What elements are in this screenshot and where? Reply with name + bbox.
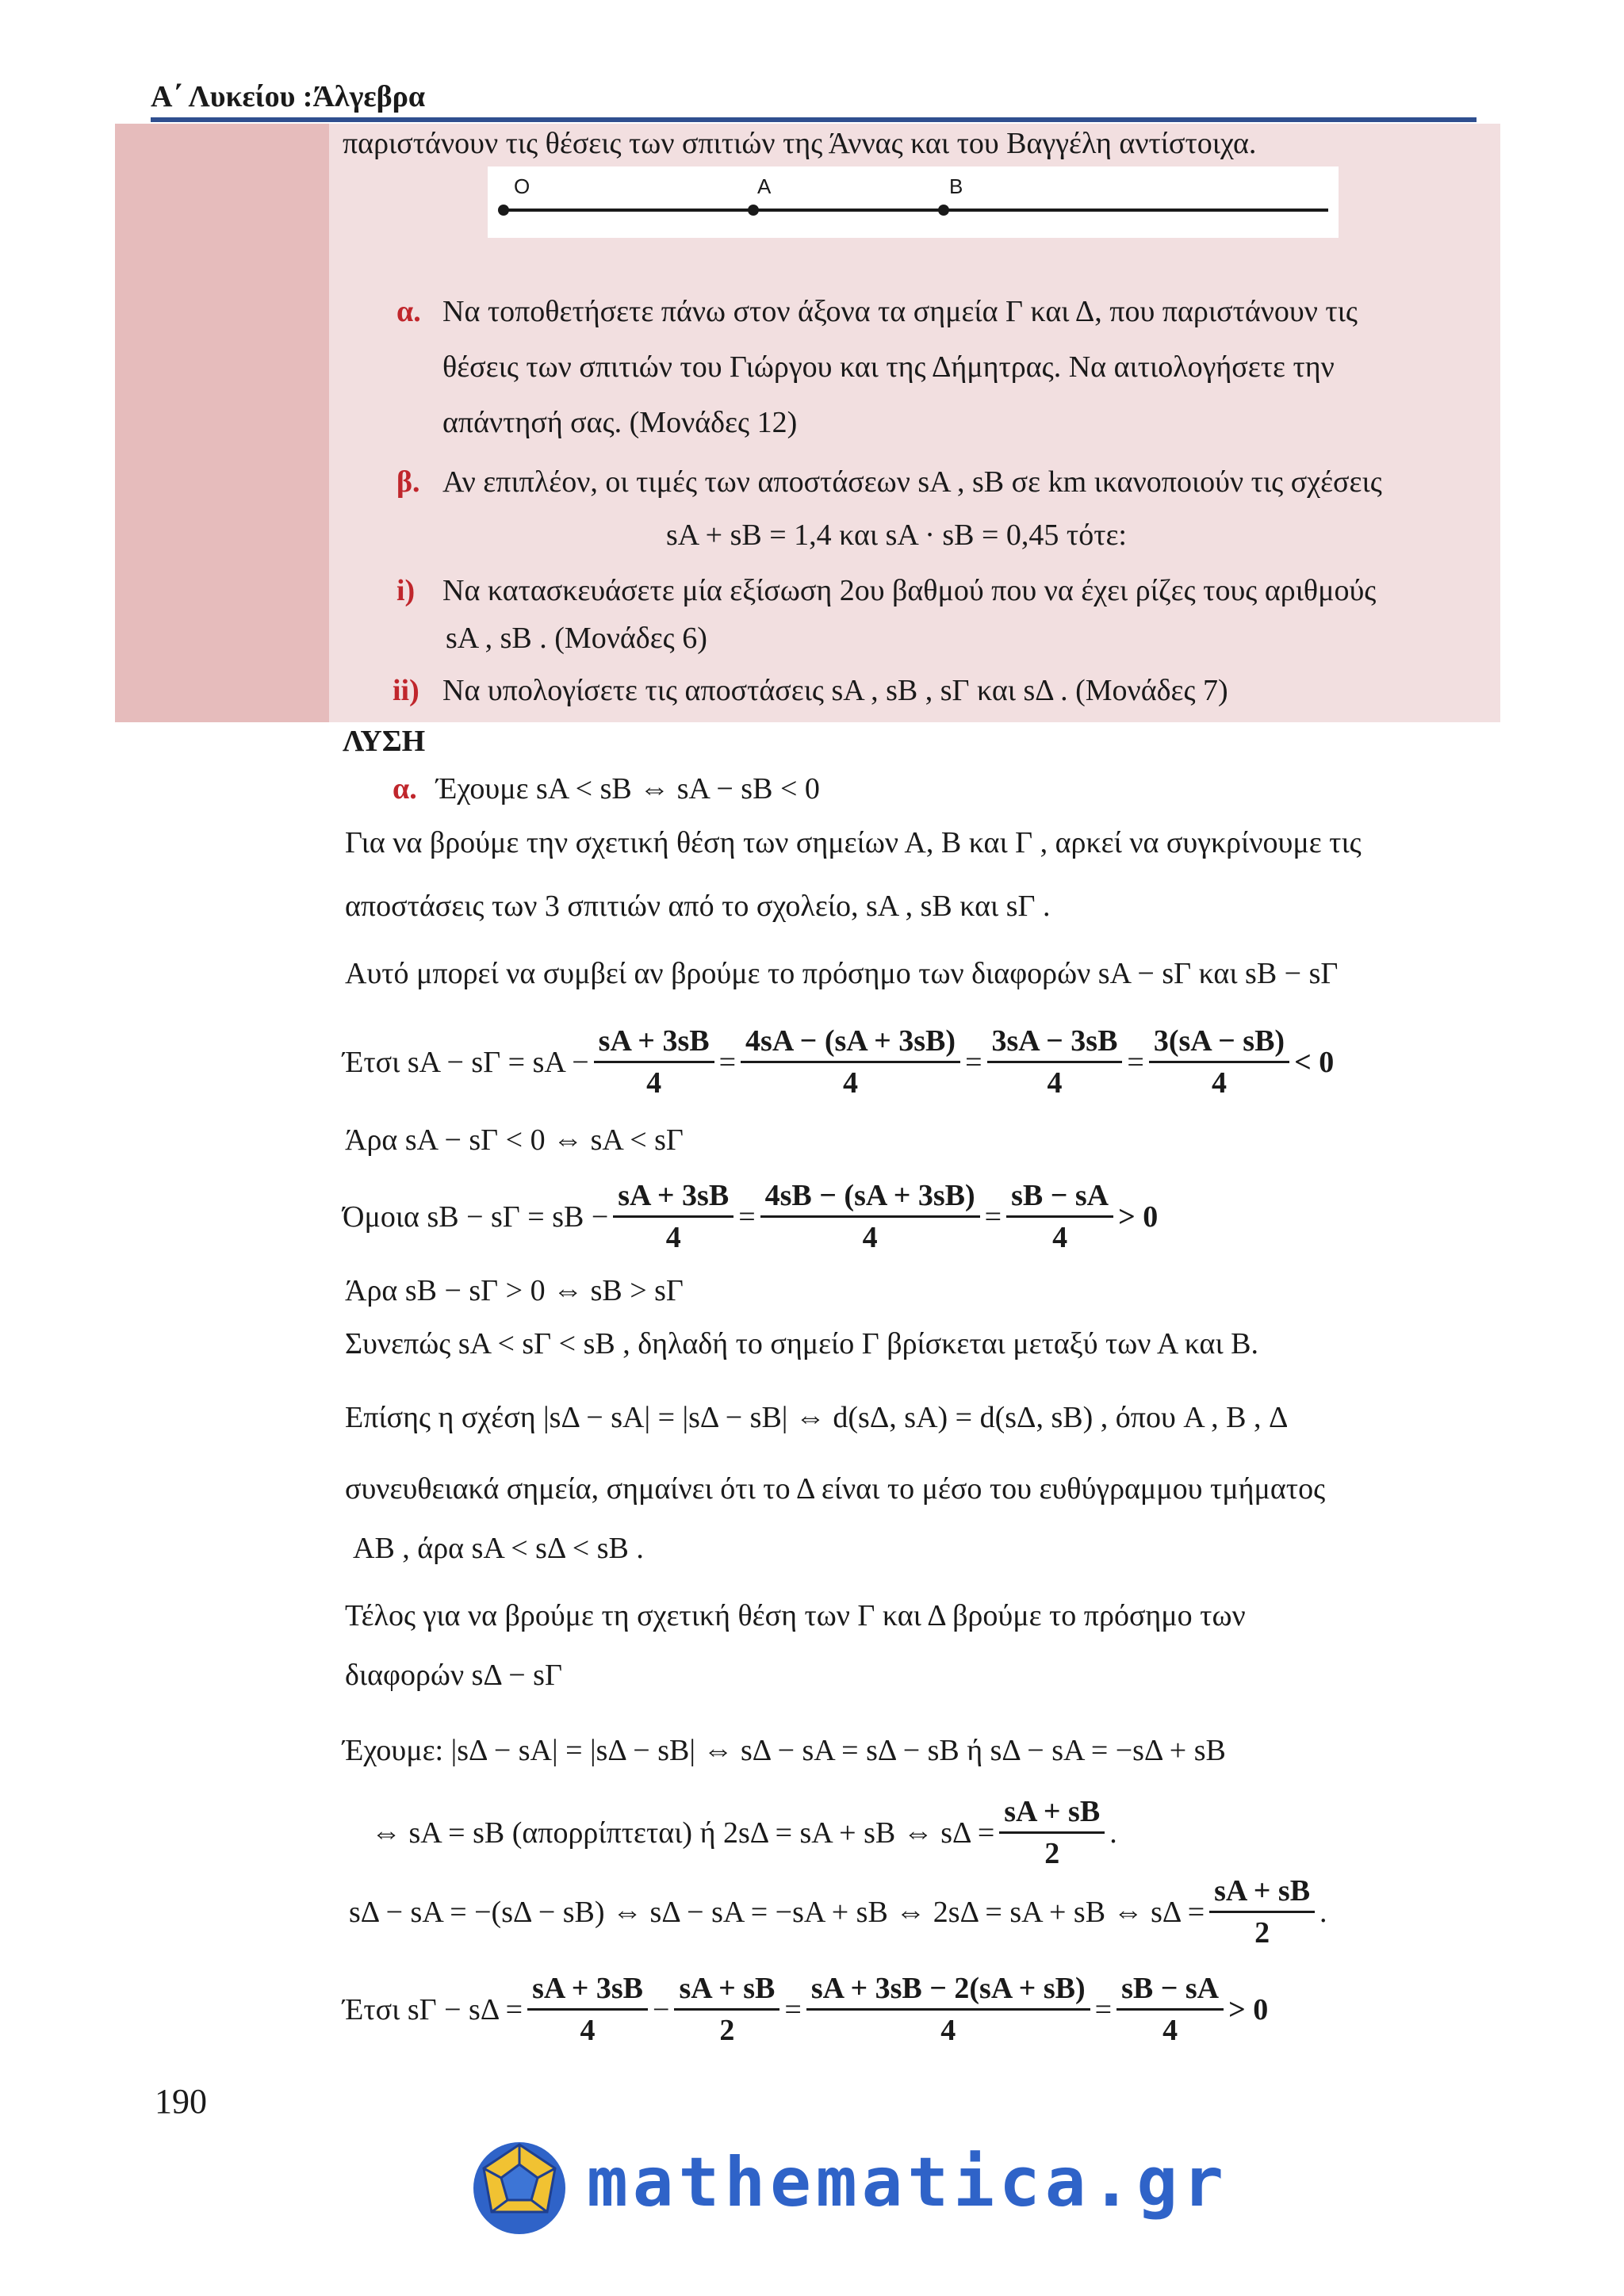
solution-line-16 bbox=[371, 1793, 1117, 1872]
part-i-label: i) bbox=[396, 574, 416, 607]
part-b-label: β. bbox=[396, 465, 420, 499]
line7-fraction-2: $\frac{4sB - (sA + 3sB)}{4}$ bbox=[760, 1177, 980, 1256]
line7-prefix: Όμοια sB − sΓ = sB − bbox=[343, 1200, 609, 1234]
solution-line-14: διαφορών sΔ − sΓ bbox=[345, 1659, 562, 1692]
number-line-figure bbox=[488, 166, 1339, 238]
solution-line-4: Αυτό μπορεί να συμβεί αν βρούμε το πρόσημο των διαφορών sA − sΓ και sB − sΓ bbox=[345, 957, 1339, 990]
part-ii-label: ii) bbox=[393, 674, 419, 707]
polyhedron-logo-icon bbox=[468, 2137, 571, 2240]
line5-end: < 0 bbox=[1294, 1045, 1335, 1079]
line16-fraction: $\frac{sA + sB}{2}$ bbox=[999, 1793, 1105, 1872]
solution-line-2: Για να βρούμε την σχετική θέση των σημείων Α, Β και Γ , αρκεί να συγκρίνουμε τις bbox=[345, 826, 1362, 859]
part-a-text-2: θέσεις των σπιτιών του Γιώργου και της Δήμητρας. Να αιτιολογήσετε την bbox=[442, 350, 1335, 384]
solution-line-12: AB , άρα sA < sΔ < sB . bbox=[353, 1532, 644, 1565]
solution-line-13: Τέλος για να βρούμε τη σχετική θέση των Γ και Δ βρούμε το πρόσημο των bbox=[345, 1599, 1246, 1632]
part-i-text-2: sA , sB . (Μονάδες 6) bbox=[446, 622, 707, 655]
part-a-text-1: Να τοποθετήσετε πάνω στον άξονα τα σημεία Γ και Δ, που παριστάνουν τις bbox=[442, 295, 1358, 328]
problem-intro: παριστάνουν τις θέσεις των σπιτιών της Άννας και του Βαγγέλη αντίστοιχα. bbox=[343, 127, 1257, 160]
line16-end: . bbox=[1109, 1816, 1117, 1850]
solution-line-10: Επίσης η σχέση |sΔ − sA| = |sΔ − sB| ⇔ d(sΔ, sA) = d(sΔ, sB) , όπου A , B , Δ bbox=[345, 1401, 1289, 1434]
line17-end: . bbox=[1320, 1895, 1327, 1929]
header-rule bbox=[151, 117, 1477, 122]
point-a bbox=[748, 205, 759, 216]
mathematica-logo[interactable] bbox=[468, 2137, 1228, 2244]
page-number: 190 bbox=[155, 2082, 207, 2121]
solution-line-11: συνευθειακά σημεία, σημαίνει ότι το Δ είναι το μέσο του ευθύγραμμου τμήματος bbox=[345, 1472, 1326, 1506]
part-a-text-3: απάντησή σας. (Μονάδες 12) bbox=[442, 406, 798, 439]
solution-title: ΛΥΣΗ bbox=[343, 725, 426, 758]
line5-fraction-1: $\frac{sA + 3sB}{4}$ bbox=[594, 1023, 714, 1101]
solution-line-5: Έτσι sA − sΓ = sA − $\frac{sA + 3sB}{4}$ = $\frac{4sA - (sA + 3sB)}{4}$ = $\frac{3sA - 3sB}{4}$ = $\frac{3(sA - sB)}{4}$ < 0 bbox=[343, 1024, 1335, 1100]
solution-line-8: Άρα sB − sΓ > 0 ⇔ sB > sΓ bbox=[345, 1274, 684, 1307]
solution-line-7: Όμοια sB − sΓ = sB − $\frac{sA + 3sB}{4}$ = $\frac{4sB - (sA + 3sB)}{4}$ = $\frac{sB - sA}{4}$ > 0 bbox=[343, 1179, 1159, 1254]
line16-prefix: ⇔ sA = sB (απορρίπτεται) ή 2sΔ = sA + sB ⇔ sΔ = bbox=[371, 1816, 995, 1850]
axis-label-b: B bbox=[949, 174, 963, 198]
point-b bbox=[938, 205, 949, 216]
solution-a-label: α. bbox=[393, 772, 417, 806]
point-o bbox=[498, 205, 509, 216]
part-b-text-1: Αν επιπλέον, οι τιμές των αποστάσεων sA , sB σε km ικανοποιούν τις σχέσεις bbox=[442, 465, 1382, 499]
solution-line-9: Συνεπώς sA < sΓ < sB , δηλαδή το σημείο Γ βρίσκεται μεταξύ των Α και Β. bbox=[345, 1327, 1259, 1360]
solution-line-3: αποστάσεις των 3 σπιτιών από το σχολείο, sA , sB και sΓ . bbox=[345, 890, 1051, 923]
part-i-text-1: Να κατασκευάσετε μία εξίσωση 2ου βαθμού που να έχει ρίζες τους αριθμούς bbox=[442, 574, 1377, 607]
problem-band-side bbox=[115, 124, 329, 722]
solution-line-15: Έχουμε: |sΔ − sA| = |sΔ − sB| ⇔ sΔ − sA = sΔ − sB ή sΔ − sA = −sΔ + sB bbox=[343, 1734, 1226, 1767]
line5-fraction-3: $\frac{3sA - 3sB}{4}$ bbox=[987, 1023, 1123, 1101]
part-b-text-2: sA + sB = 1,4 και sA · sB = 0,45 τότε: bbox=[666, 519, 1127, 552]
page-header-title: Α΄ Λυκείου :Άλγεβρα bbox=[151, 80, 426, 113]
line18-prefix: Έτσι sΓ − sΔ = bbox=[343, 1992, 523, 2026]
line18-fraction-4: $\frac{sB - sA}{4}$ bbox=[1116, 1970, 1224, 2049]
line7-fraction-1: $\frac{sA + 3sB}{4}$ bbox=[613, 1177, 733, 1256]
line18-fraction-1: $\frac{sA + 3sB}{4}$ bbox=[527, 1970, 648, 2049]
line17-fraction: $\frac{sA + sB}{2}$ bbox=[1209, 1873, 1315, 1951]
line18-fraction-2: $\frac{sA + sB}{2}$ bbox=[674, 1970, 779, 2049]
part-a-label: α. bbox=[396, 295, 421, 328]
line5-fraction-2: $\frac{4sA - (sA + 3sB)}{4}$ bbox=[741, 1023, 960, 1101]
logo-text: mathematica.gr bbox=[587, 2143, 1228, 2222]
axis-label-a: A bbox=[757, 174, 772, 198]
solution-line-17 bbox=[349, 1873, 1327, 1951]
solution-line-1: Έχουμε sA < sB ⇔ sA − sB < 0 bbox=[436, 772, 820, 806]
part-ii-text: Να υπολογίσετε τις αποστάσεις sA , sB , sΓ και sΔ . (Μονάδες 7) bbox=[442, 674, 1228, 707]
line5-fraction-4: $\frac{3(sA - sB)}{4}$ bbox=[1149, 1023, 1289, 1101]
line17-prefix: sΔ − sA = −(sΔ − sB) ⇔ sΔ − sA = −sA + sB ⇔ 2sΔ = sA + sB ⇔ sΔ = bbox=[349, 1895, 1205, 1929]
line18-end: > 0 bbox=[1228, 1992, 1269, 2026]
line7-end: > 0 bbox=[1118, 1200, 1159, 1234]
line5-prefix: Έτσι sA − sΓ = sA − bbox=[343, 1045, 589, 1079]
solution-line-6: Άρα sA − sΓ < 0 ⇔ sA < sΓ bbox=[345, 1123, 684, 1157]
number-line bbox=[488, 166, 1339, 238]
line18-fraction-3: $\frac{sA + 3sB - 2(sA + sB)}{4}$ bbox=[806, 1970, 1090, 2049]
line7-fraction-3: $\frac{sB - sA}{4}$ bbox=[1006, 1177, 1113, 1256]
axis-label-o: O bbox=[514, 174, 530, 198]
solution-line-18: Έτσι sΓ − sΔ = $\frac{sA + 3sB}{4}$ − $\frac{sA + sB}{2}$ = $\frac{sA + 3sB - 2(sA + sB)}{4}$ = $\frac{sB - sA}{4}$ > 0 bbox=[343, 1972, 1269, 2047]
